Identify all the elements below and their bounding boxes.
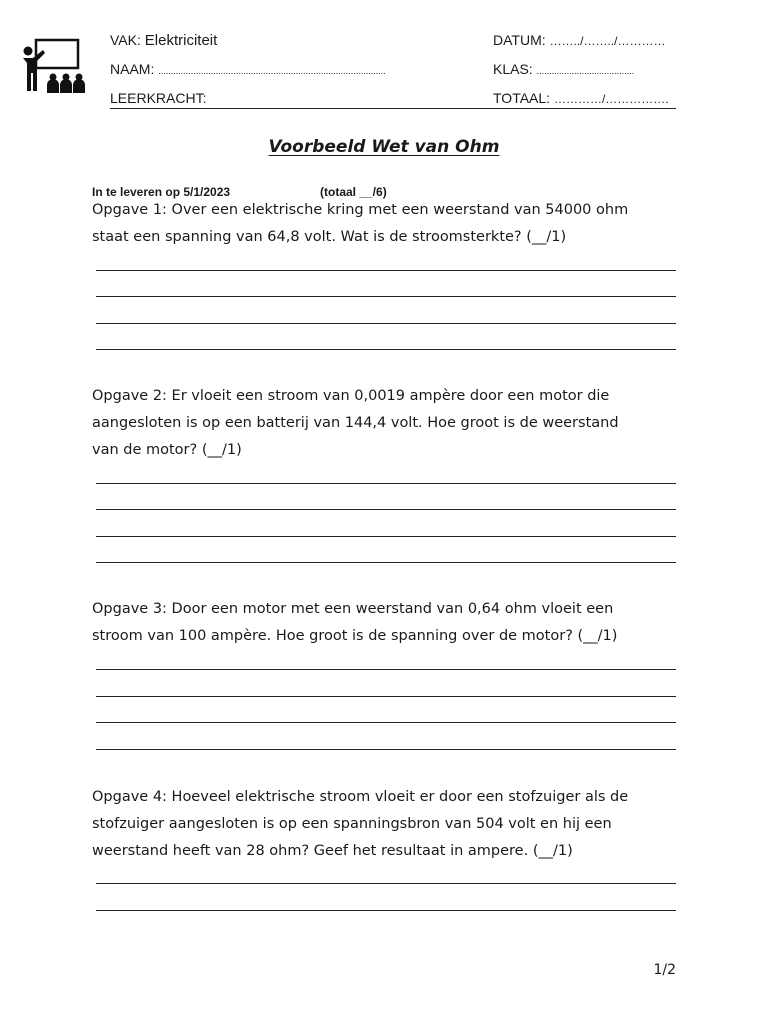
question-line: Opgave 2: Er vloeit een stroom van 0,0019 ampère door een motor die [92, 388, 610, 404]
name-field[interactable] [110, 61, 386, 77]
question-4 [92, 784, 692, 865]
question-line: stofzuiger aangesloten is op een spanningsbron van 504 volt en hij een [92, 816, 612, 832]
question-line: Opgave 4: Hoeveel elektrische stroom vloeit er door een stofzuiger als de [92, 789, 629, 805]
class-field[interactable] [493, 61, 634, 77]
question-line: stroom van 100 ampère. Hoe groot is de spanning over de motor? (__/1) [92, 628, 618, 644]
deadline-text: In te leveren op 5/1/2023 [92, 185, 231, 199]
question-2 [92, 383, 692, 464]
answer-line[interactable] [96, 536, 676, 537]
date-label: DATUM: [493, 32, 546, 48]
answer-line[interactable] [96, 910, 676, 911]
question-3 [92, 596, 692, 650]
total-dots: …………/……………. [553, 92, 669, 106]
class-label: KLAS: [493, 61, 533, 77]
date-field[interactable] [493, 32, 666, 48]
date-dots: ……../……../………… [549, 34, 666, 48]
answer-line[interactable] [96, 323, 676, 324]
answer-line[interactable] [96, 562, 676, 563]
name-label: NAAM: [110, 61, 155, 77]
teacher-underline [110, 108, 676, 109]
name-dots: ........................................................................................... [158, 66, 386, 76]
total-field[interactable] [493, 90, 669, 106]
answer-line[interactable] [96, 883, 676, 884]
answer-line[interactable] [96, 669, 676, 670]
subject-label: VAK: [110, 32, 141, 48]
subject-field [110, 32, 217, 49]
question-line: van de motor? (__/1) [92, 442, 242, 458]
answer-line[interactable] [96, 749, 676, 750]
question-line: Opgave 1: Over een elektrische kring met een weerstand van 54000 ohm [92, 202, 629, 218]
total-score-text: (totaal __/6) [320, 185, 387, 199]
total-label: TOTAAL: [493, 90, 551, 106]
subject-value: Elektriciteit [144, 32, 218, 49]
question-line: Opgave 3: Door een motor met een weerstand van 0,64 ohm vloeit een [92, 601, 614, 617]
teacher-presentation-icon [20, 38, 88, 96]
answer-line[interactable] [96, 349, 676, 350]
answer-line[interactable] [96, 296, 676, 297]
question-line: aangesloten is op een batterij van 144,4 volt. Hoe groot is de weerstand [92, 415, 619, 431]
page-title: Voorbeeld Wet van Ohm [268, 137, 500, 157]
teacher-label: LEERKRACHT: [110, 90, 207, 106]
question-1 [92, 197, 692, 251]
answer-line[interactable] [96, 696, 676, 697]
answer-line[interactable] [96, 509, 676, 510]
answer-line[interactable] [96, 270, 676, 271]
class-dots: ....................................... [536, 66, 635, 76]
question-line: staat een spanning van 64,8 volt. Wat is de stroomsterkte? (__/1) [92, 229, 567, 245]
page-number: 1/2 [653, 962, 676, 978]
answer-line[interactable] [96, 483, 676, 484]
answer-line[interactable] [96, 722, 676, 723]
question-line: weerstand heeft van 28 ohm? Geef het resultaat in ampere. (__/1) [92, 843, 573, 859]
teacher-field[interactable] [110, 90, 206, 106]
